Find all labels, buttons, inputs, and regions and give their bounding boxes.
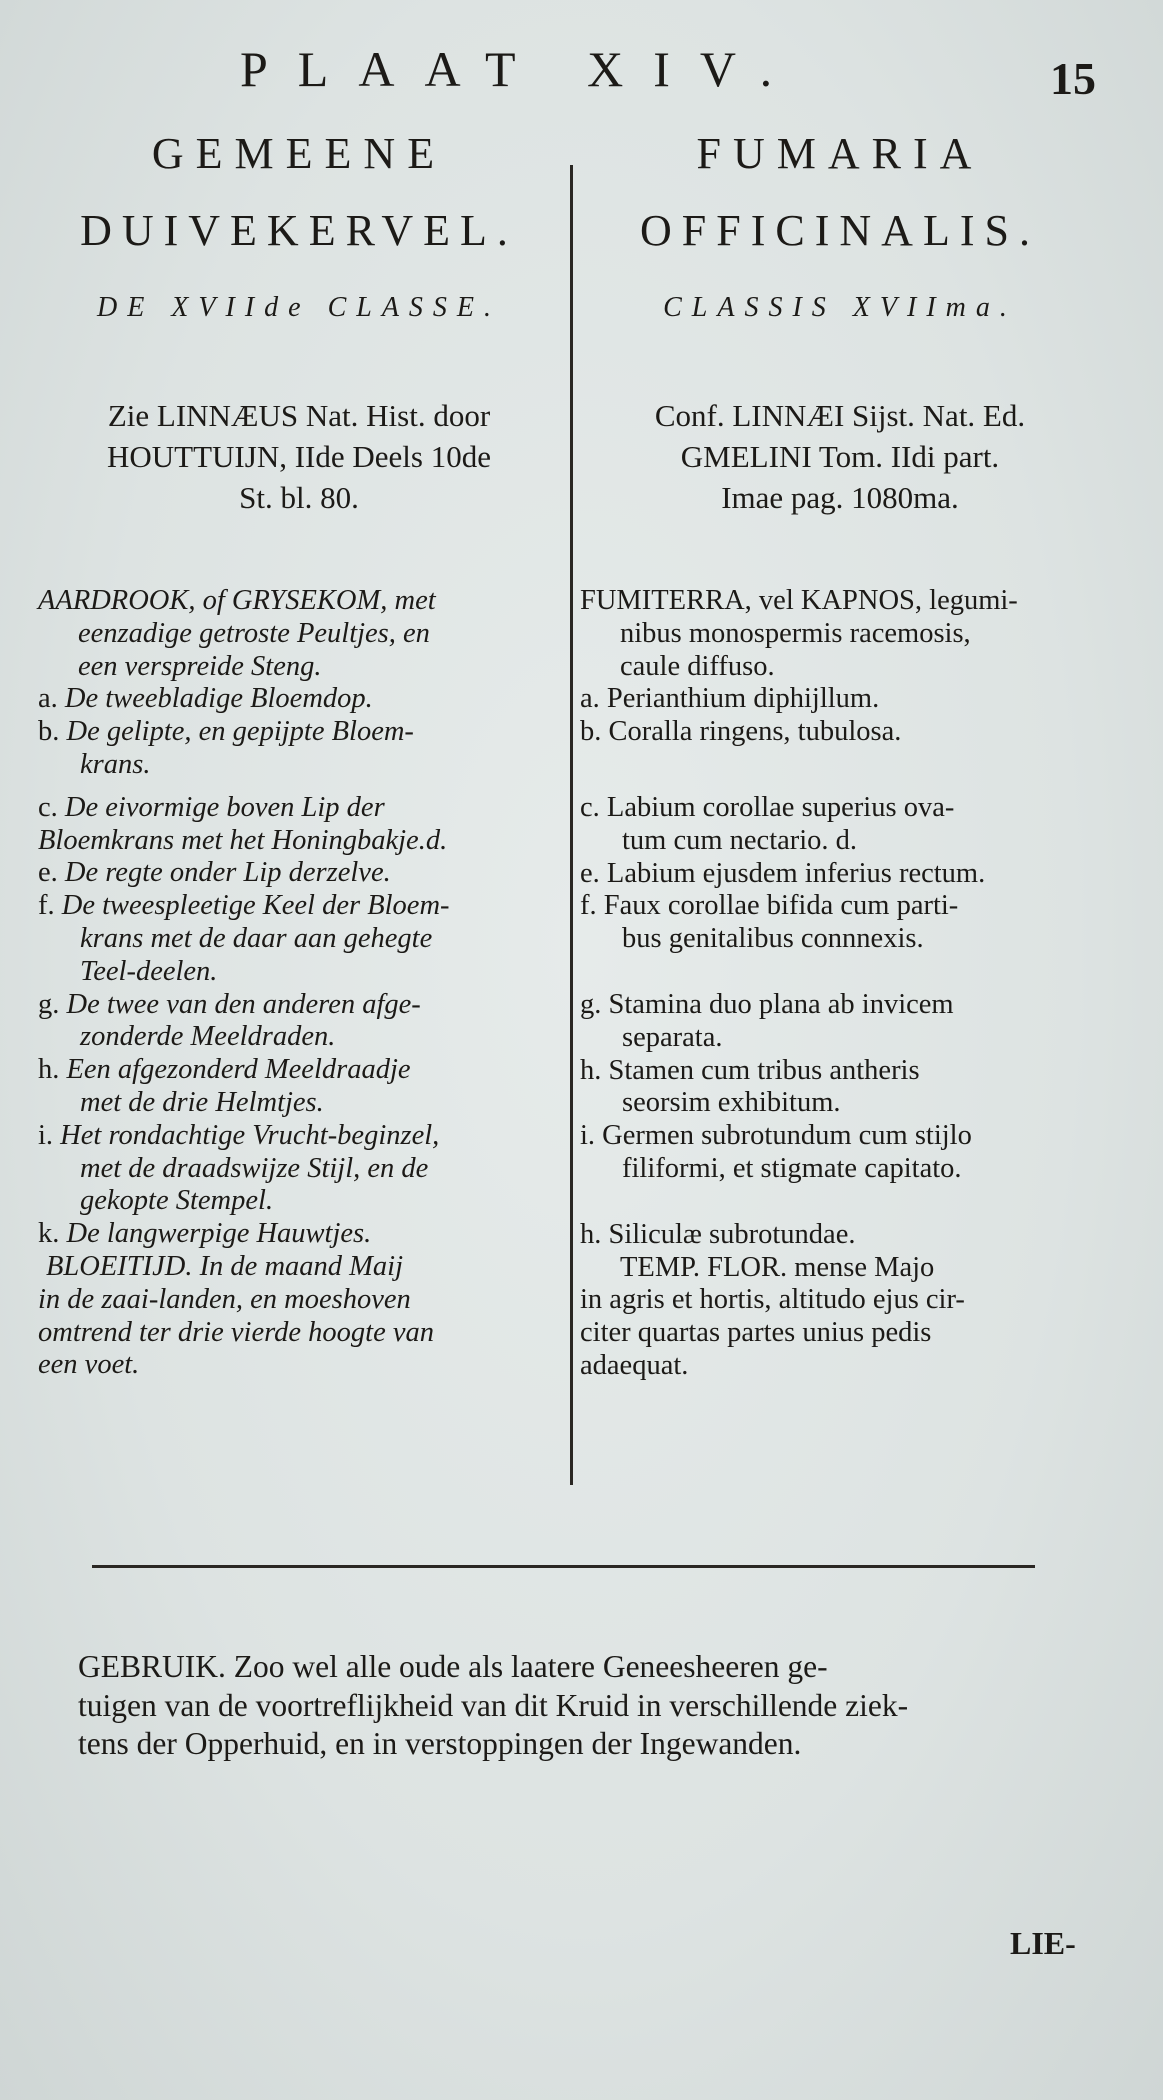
bloom-line: BLOEITIJD. In de maand Maij	[46, 1250, 403, 1282]
entry-letter: a.	[580, 683, 600, 715]
latin-description	[580, 585, 1100, 1383]
entry-letter: c.	[38, 791, 58, 823]
entry-text: Bloemkrans met het Honingbakje.d.	[38, 824, 448, 856]
latin-name-line2: OFFICINALIS.	[640, 206, 1040, 255]
entry-text: met de drie Helmtjes.	[80, 1086, 324, 1118]
entry-text: De langwerpige Hauwtjes.	[66, 1218, 372, 1250]
column-divider	[570, 165, 573, 1485]
entry-text: De twee van den anderen afge-	[66, 988, 421, 1020]
latin-entry-c	[580, 792, 1100, 858]
entry-text: krans met de daar aan gehegte	[80, 922, 433, 954]
dutch-entry-k	[38, 1218, 560, 1251]
entry-text: De gelipte, en gepijpte Bloem-	[66, 716, 414, 748]
dutch-name-line1: GEMEENE	[151, 129, 447, 178]
bloom-line: een voet.	[38, 1349, 140, 1381]
entry-text: Faux corollae bifida cum parti-	[603, 890, 959, 922]
entry-letter: h.	[38, 1054, 60, 1086]
entry-text: Een afgezonderd Meeldraadje	[66, 1054, 411, 1086]
entry-text: seorsim exhibitum.	[622, 1087, 841, 1119]
reference-line: HOUTTUIJN, IIde Deels 10de	[107, 439, 491, 474]
entry-text: Germen subrotundum cum stijlo	[602, 1120, 972, 1152]
bloom-line: adaequat.	[580, 1349, 689, 1381]
plate-title: PLAAT XIV.	[240, 41, 803, 97]
dutch-reference	[38, 395, 560, 518]
latin-name-line1: FUMARIA	[696, 129, 984, 178]
entry-text: separata.	[622, 1021, 723, 1053]
usage-line: GEBRUIK. Zoo wel alle oude als laatere Geneesheeren ge-	[78, 1649, 828, 1684]
dutch-flowering-time	[38, 1251, 560, 1382]
entry-letter: i.	[580, 1120, 596, 1152]
entry-text: filiformi, et stigmate capitato.	[622, 1152, 962, 1184]
latin-entry-i	[580, 1120, 1100, 1186]
entry-letter: g.	[580, 988, 602, 1020]
entry-text: Het rondachtige Vrucht-beginzel,	[60, 1119, 440, 1151]
latin-flowering-time	[580, 1252, 1100, 1383]
entry-text: De regte onder Lip derzelve.	[64, 857, 391, 889]
usage-line: tens der Opperhuid, en in verstoppingen der Ingewanden.	[78, 1726, 802, 1761]
dutch-description	[38, 585, 560, 1382]
latin-entry-h	[580, 1055, 1100, 1121]
latin-entry-h2	[580, 1219, 1100, 1252]
entry-letter: g.	[38, 988, 60, 1020]
latin-class-line: CLASSIS XVIIma.	[663, 292, 1017, 323]
entry-letter: b.	[38, 716, 60, 748]
entry-letter: f.	[580, 890, 597, 922]
catchword: LIE-	[1010, 1925, 1076, 1961]
intro-line: FUMITERRA, vel KAPNOS, legumi-	[580, 585, 1018, 616]
entry-text: De tweebladige Bloemdop.	[64, 683, 373, 715]
entry-text: met de draadswijze Stijl, en de	[80, 1152, 429, 1184]
bloom-line: in agris et hortis, altitudo ejus cir-	[580, 1284, 965, 1316]
entry-text: De eivormige boven Lip der	[64, 791, 385, 823]
entry-text: zonderde Meeldraden.	[80, 1021, 336, 1053]
intro-line: AARDROOK, of GRYSEKOM, met	[38, 585, 436, 616]
reference-line: Conf. LINNÆI Sijst. Nat. Ed.	[654, 398, 1026, 433]
entry-letter: b.	[580, 716, 602, 748]
reference-line: GMELINI Tom. IIdi part.	[680, 439, 1000, 474]
latin-intro	[580, 585, 1100, 683]
bloom-line: TEMP. FLOR. mense Majo	[620, 1251, 935, 1283]
latin-entry-a	[580, 683, 1100, 716]
entry-letter: a.	[38, 683, 58, 715]
dutch-entry-h	[38, 1054, 560, 1120]
entry-letter: h.	[580, 1054, 602, 1086]
dutch-intro	[38, 585, 560, 683]
usage-line: tuigen van de voortreflijkheid van dit Kruid in verschillende ziek-	[78, 1687, 909, 1723]
dutch-name-line2: DUIVEKERVEL.	[80, 206, 518, 255]
dutch-class-line: DE XVIIde CLASSE.	[96, 292, 502, 323]
entry-letter: k.	[38, 1218, 60, 1250]
reference-line: Zie LINNÆUS Nat. Hist. door	[107, 398, 491, 433]
entry-text: Teel-deelen.	[80, 955, 218, 987]
latin-entry-b	[580, 716, 1100, 749]
entry-text: tum cum nectario. d.	[622, 824, 858, 856]
dutch-entry-f	[38, 890, 560, 988]
entry-text: Stamen cum tribus antheris	[608, 1054, 920, 1086]
reference-line: St. bl. 80.	[239, 480, 359, 515]
latin-entry-g	[580, 989, 1100, 1055]
entry-letter: e.	[580, 857, 600, 889]
entry-text: bus genitalibus connnexis.	[622, 923, 924, 955]
entry-text: Perianthium diphijllum.	[606, 683, 880, 715]
dutch-entry-e	[38, 857, 560, 890]
intro-line: een verspreide Steng.	[78, 650, 322, 682]
dutch-entry-a	[38, 683, 560, 716]
section-rule	[92, 1565, 1035, 1568]
dutch-entry-g	[38, 989, 560, 1055]
entry-text: Labium ejusdem inferius rectum.	[606, 857, 986, 889]
entry-text: Stamina duo plana ab invicem	[608, 988, 954, 1020]
bloom-line: omtrend ter drie vierde hoogte van	[38, 1316, 434, 1348]
dutch-entry-i	[38, 1120, 560, 1218]
reference-line: Imae pag. 1080ma.	[721, 480, 959, 515]
entry-text: De tweespleetige Keel der Bloem-	[61, 890, 450, 922]
bloom-line: citer quartas partes unius pedis	[580, 1317, 932, 1349]
entry-letter: c.	[580, 791, 600, 823]
entry-letter: e.	[38, 857, 58, 889]
bloom-line: in de zaai-landen, en moeshoven	[38, 1283, 411, 1315]
entry-text: krans.	[80, 748, 151, 780]
entry-letter: i.	[38, 1119, 54, 1151]
entry-text: gekopte Stempel.	[80, 1185, 274, 1217]
intro-line: nibus monospermis racemosis,	[620, 617, 971, 649]
latin-entry-e	[580, 858, 1100, 891]
intro-line: eenzadige getroste Peultjes, en	[78, 617, 430, 649]
dutch-entry-c	[38, 792, 560, 858]
page-number: 15	[1050, 53, 1096, 104]
entry-text: Labium corollae superius ova-	[606, 791, 955, 823]
entry-text: Siliculæ subrotundae.	[608, 1218, 856, 1250]
usage-paragraph	[78, 1648, 1098, 1764]
intro-line: caule diffuso.	[620, 650, 775, 682]
entry-text: Coralla ringens, tubulosa.	[608, 716, 902, 748]
dutch-entry-b	[38, 716, 560, 782]
latin-reference	[580, 395, 1100, 518]
entry-letter: f.	[38, 890, 55, 922]
entry-letter: h.	[580, 1218, 602, 1250]
latin-entry-f	[580, 890, 1100, 956]
